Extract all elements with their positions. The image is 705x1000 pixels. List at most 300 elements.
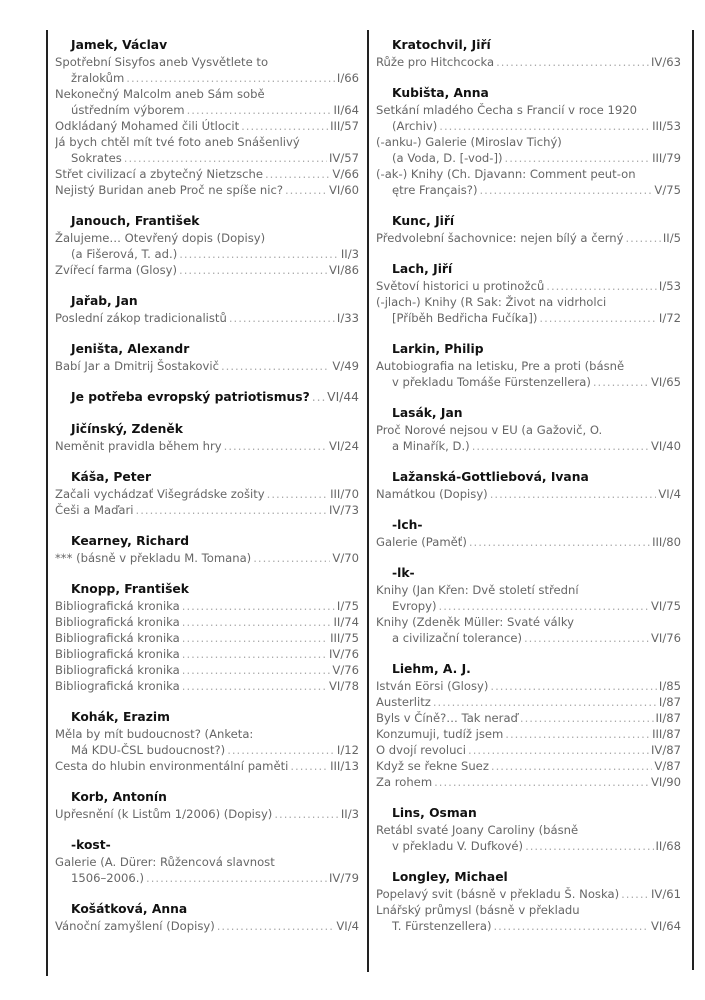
entry-title: v překladu V. Dufkové) xyxy=(392,839,524,853)
page-reference: V/49 xyxy=(332,359,359,373)
entry-title: O dvojí revoluci xyxy=(376,743,467,757)
index-entry xyxy=(376,822,681,854)
entry-line xyxy=(55,550,359,566)
entry-line xyxy=(376,614,681,630)
entry-title: Bibliografická kronika xyxy=(55,615,180,629)
dot-leader xyxy=(136,502,327,518)
author-name: Knopp, František xyxy=(71,582,189,596)
dot-leader xyxy=(621,886,649,902)
index-entry xyxy=(55,550,359,566)
page-reference: II/3 xyxy=(340,247,359,261)
dot-leader xyxy=(179,262,327,278)
author-name: Korb, Antonín xyxy=(71,790,167,804)
page-reference: I/12 xyxy=(336,743,359,757)
page-reference: II/68 xyxy=(655,839,681,853)
index-entry xyxy=(376,726,681,742)
author-heading xyxy=(376,341,681,358)
dot-leader xyxy=(182,630,328,646)
entry-title: [Příběh Bedřicha Fučíka]) xyxy=(392,311,538,325)
author-name: Kunc, Jiří xyxy=(392,214,455,228)
entry-line xyxy=(55,134,359,150)
entry-title: Za rohem xyxy=(376,775,433,789)
entry-title: Proč Norové nejsou v EU (a Gažovič, O. xyxy=(376,423,603,437)
index-entry xyxy=(55,358,359,374)
page-reference: VI/40 xyxy=(650,439,681,453)
entry-line xyxy=(55,742,359,758)
index-section xyxy=(376,261,681,326)
entry-title: Retábl svaté Joany Caroliny (básně xyxy=(376,823,579,837)
dot-leader xyxy=(439,118,650,134)
entry-title: Evropy) xyxy=(392,599,437,613)
page-reference: IV/87 xyxy=(650,743,681,757)
dot-leader xyxy=(182,646,327,662)
entry-title: Knihy (Jan Křen: Dvě století střední xyxy=(376,583,579,597)
right-column-rule xyxy=(692,30,694,970)
dot-leader xyxy=(490,486,657,502)
entry-line xyxy=(55,502,359,518)
author-name: Je potřeba evropský patriotismus? xyxy=(71,390,310,404)
index-entry xyxy=(376,678,681,694)
page-reference: VI/86 xyxy=(328,263,359,277)
entry-line xyxy=(376,54,681,70)
entry-line xyxy=(55,758,359,774)
left-column-rule xyxy=(46,30,48,976)
index-section xyxy=(55,293,359,326)
page-reference: VI/24 xyxy=(328,439,359,453)
author-name: Jeništa, Alexandr xyxy=(71,342,190,356)
index-entry xyxy=(55,502,359,518)
author-heading xyxy=(376,85,681,102)
dot-leader xyxy=(182,614,332,630)
index-entry xyxy=(55,486,359,502)
page-reference: VI/4 xyxy=(336,919,359,933)
index-entry xyxy=(376,774,681,790)
dot-leader xyxy=(221,358,330,374)
entry-line xyxy=(55,70,359,86)
entry-title: Autobiografia na letisku, Pre a proti (básně xyxy=(376,359,625,373)
author-name: Longley, Michael xyxy=(392,870,508,884)
entry-line xyxy=(376,134,681,150)
entry-title: Když se řekne Suez xyxy=(376,759,489,773)
entry-line xyxy=(55,86,359,102)
index-section xyxy=(55,789,359,822)
entry-line xyxy=(376,534,681,550)
entry-title: Odkládaný Mohamed čili Útlocit xyxy=(55,119,240,133)
dot-leader xyxy=(539,310,657,326)
index-entry xyxy=(55,262,359,278)
author-heading xyxy=(55,837,359,854)
dot-leader xyxy=(472,438,649,454)
page-reference: IV/73 xyxy=(328,503,359,517)
index-entry xyxy=(55,54,359,86)
author-heading xyxy=(376,565,681,582)
author-name: Kubišta, Anna xyxy=(392,86,489,100)
index-entry xyxy=(376,710,681,726)
entry-title: (Archiv) xyxy=(392,119,438,133)
page-reference: I/53 xyxy=(658,279,681,293)
index-section xyxy=(55,533,359,566)
entry-line xyxy=(55,182,359,198)
author-heading xyxy=(55,213,359,230)
page-reference: VI/76 xyxy=(650,631,681,645)
index-entry xyxy=(55,310,359,326)
dot-leader xyxy=(496,54,649,70)
entry-title: v překladu Tomáše Fürstenzellera) xyxy=(392,375,591,389)
entry-title: Předvolební šachovnice: nejen bílý a černý xyxy=(376,231,624,245)
dot-leader xyxy=(490,678,657,694)
page-reference: V/76 xyxy=(332,663,359,677)
entry-line xyxy=(55,54,359,70)
author-heading xyxy=(376,37,681,54)
entry-line xyxy=(376,598,681,614)
page-reference: IV/61 xyxy=(650,887,681,901)
entry-title: (-anku-) Galerie (Miroslav Tichý) xyxy=(376,135,562,149)
dot-leader xyxy=(217,918,335,934)
entry-line xyxy=(376,678,681,694)
entry-title: Poslední zákop tradicionalistů xyxy=(55,311,227,325)
entry-title: Knihy (Zdeněk Müller: Svaté války xyxy=(376,615,575,629)
entry-line xyxy=(376,742,681,758)
dot-leader xyxy=(593,374,649,390)
page-reference: VI/4 xyxy=(658,487,681,501)
page-reference: I/66 xyxy=(336,71,359,85)
entry-title: Cesta do hlubin environmentální paměti xyxy=(55,759,289,773)
dot-leader xyxy=(124,150,327,166)
dot-leader xyxy=(491,758,653,774)
dot-leader xyxy=(290,758,328,774)
entry-line xyxy=(376,838,681,854)
entry-title: Galerie (Paměť) xyxy=(376,535,467,549)
index-section xyxy=(376,405,681,454)
page-reference: III/75 xyxy=(330,631,359,645)
entry-title: Popelavý svit (básně v překladu Š. Noska) xyxy=(376,887,620,901)
entry-title: Světoví historici u protinožců xyxy=(376,279,545,293)
entry-line xyxy=(376,182,681,198)
author-heading xyxy=(376,405,681,422)
entry-title: Upřesnění (k Listům 1/2006) (Dopisy) xyxy=(55,807,273,821)
entry-title: Byls v Číně?… Tak neraď xyxy=(376,711,518,725)
page-reference: V/87 xyxy=(654,759,681,773)
index-entry xyxy=(55,758,359,774)
entry-line xyxy=(55,854,359,870)
entry-title: Lnářský průmysl (básně v překladu xyxy=(376,903,580,917)
dot-leader xyxy=(433,694,657,710)
dot-leader xyxy=(274,806,339,822)
index-entry xyxy=(376,54,681,70)
entry-line xyxy=(376,582,681,598)
index-section xyxy=(376,37,681,70)
index-entry xyxy=(376,486,681,502)
author-heading xyxy=(55,581,359,598)
index-column-left xyxy=(55,37,359,949)
index-entry xyxy=(376,614,681,646)
page-reference: II/3 xyxy=(340,807,359,821)
dot-leader xyxy=(525,838,653,854)
dot-leader xyxy=(126,70,335,86)
author-name: Janouch, František xyxy=(71,214,200,228)
author-name: Lins, Osman xyxy=(392,806,477,820)
entry-title: Začali vychádzať Višegrádske zošity xyxy=(55,487,265,501)
index-entry xyxy=(55,230,359,262)
index-entry xyxy=(55,118,359,134)
page-reference: I/75 xyxy=(336,599,359,613)
author-heading xyxy=(55,293,359,310)
index-entry xyxy=(376,166,681,198)
author-name: Lažanská-Gottliebová, Ivana xyxy=(392,470,589,484)
author-heading xyxy=(376,869,681,886)
dot-leader xyxy=(253,550,330,566)
index-entry xyxy=(55,678,359,694)
author-name: Kohák, Erazim xyxy=(71,710,170,724)
index-entry xyxy=(55,806,359,822)
index-entry xyxy=(376,742,681,758)
entry-title: Setkání mladého Čecha s Francií v roce 1920 xyxy=(376,103,638,117)
dot-leader xyxy=(267,486,328,502)
entry-line xyxy=(55,918,359,934)
dot-leader xyxy=(229,310,335,326)
entry-line xyxy=(55,726,359,742)
author-heading xyxy=(55,469,359,486)
entry-line xyxy=(376,278,681,294)
author-name: Jařab, Jan xyxy=(71,294,138,308)
author-name: Káša, Peter xyxy=(71,470,152,484)
dot-leader xyxy=(146,870,327,886)
index-section xyxy=(55,421,359,454)
index-entry xyxy=(55,646,359,662)
entry-line xyxy=(55,678,359,694)
author-heading xyxy=(376,261,681,278)
dot-leader xyxy=(312,389,325,406)
author-heading xyxy=(55,389,359,406)
entry-line xyxy=(55,102,359,118)
index-entry xyxy=(55,854,359,886)
index-column-right xyxy=(376,37,681,949)
page-reference: VI/75 xyxy=(650,599,681,613)
dot-leader xyxy=(493,918,649,934)
index-entry xyxy=(376,758,681,774)
index-section xyxy=(376,565,681,646)
entry-line xyxy=(376,918,681,934)
index-section xyxy=(55,389,359,406)
index-entry xyxy=(55,438,359,454)
entry-title: Galerie (A. Dürer: Růžencová slavnost xyxy=(55,855,275,869)
entry-title: Já bych chtěl mít tvé foto aneb Snášenlivý xyxy=(55,135,300,149)
entry-line xyxy=(376,774,681,790)
author-name: Kearney, Richard xyxy=(71,534,190,548)
dot-leader xyxy=(182,598,335,614)
index-entry xyxy=(55,134,359,166)
entry-line xyxy=(55,166,359,182)
dot-leader xyxy=(434,774,649,790)
entry-line xyxy=(376,294,681,310)
index-section xyxy=(55,709,359,774)
entry-line xyxy=(55,438,359,454)
entry-title: Nejistý Buridan aneb Proč ne spíše nic? xyxy=(55,183,283,197)
dot-leader xyxy=(285,182,327,198)
entry-line xyxy=(55,262,359,278)
entry-line xyxy=(55,870,359,886)
index-entry xyxy=(376,694,681,710)
entry-line xyxy=(55,630,359,646)
author-name: -kost- xyxy=(71,838,111,852)
index-section xyxy=(55,341,359,374)
entry-title: ústředním výborem xyxy=(71,103,185,117)
entry-title: Bibliografická kronika xyxy=(55,631,180,645)
entry-line xyxy=(376,310,681,326)
page-reference: V/75 xyxy=(654,183,681,197)
page-reference: IV/57 xyxy=(328,151,359,165)
dot-leader xyxy=(626,230,661,246)
entry-title: Zvířecí farma (Glosy) xyxy=(55,263,178,277)
entry-title: Bibliografická kronika xyxy=(55,679,180,693)
entry-title: Růže pro Hitchcocka xyxy=(376,55,495,69)
entry-title: Austerlitz xyxy=(376,695,431,709)
entry-title: Střet civilizací a zbytečný Nietzsche xyxy=(55,167,263,181)
entry-line xyxy=(376,118,681,134)
index-section xyxy=(55,469,359,518)
entry-line xyxy=(376,758,681,774)
index-section xyxy=(376,213,681,246)
index-entry xyxy=(376,886,681,902)
dot-leader xyxy=(524,630,649,646)
dot-leader xyxy=(227,742,335,758)
entry-line xyxy=(376,374,681,390)
dot-leader xyxy=(265,166,330,182)
index-entry xyxy=(376,582,681,614)
index-section xyxy=(55,581,359,694)
center-column-rule xyxy=(367,30,369,972)
dot-leader xyxy=(182,678,327,694)
author-name: Larkin, Philip xyxy=(392,342,484,356)
index-entry xyxy=(376,902,681,934)
page-reference: IV/76 xyxy=(328,647,359,661)
entry-title: *** (básně v překladu M. Tomana) xyxy=(55,551,252,565)
index-entry xyxy=(55,630,359,646)
index-section xyxy=(376,341,681,390)
index-section xyxy=(55,901,359,934)
index-section xyxy=(376,85,681,198)
author-heading xyxy=(55,37,359,54)
index-entry xyxy=(376,278,681,294)
entry-line xyxy=(55,118,359,134)
page-reference: VI/44 xyxy=(327,390,359,404)
entry-line xyxy=(376,150,681,166)
dot-leader xyxy=(439,598,649,614)
entry-title: (-ak-) Knihy (Ch. Djavann: Comment peut-on xyxy=(376,167,636,181)
entry-title: Češi a Maďari xyxy=(55,503,134,517)
page-reference: V/70 xyxy=(332,551,359,565)
entry-title: Měla by mít budoucnost? (Anketa: xyxy=(55,727,254,741)
page-reference: III/70 xyxy=(330,487,359,501)
entry-line xyxy=(55,598,359,614)
page-reference: VI/65 xyxy=(650,375,681,389)
dot-leader xyxy=(241,118,328,134)
page-reference: VI/64 xyxy=(650,919,681,933)
index-entry xyxy=(55,86,359,118)
page-reference: VI/78 xyxy=(328,679,359,693)
author-name: Lach, Jiří xyxy=(392,262,453,276)
entry-line xyxy=(55,614,359,630)
author-heading xyxy=(55,709,359,726)
page-reference: V/66 xyxy=(332,167,359,181)
author-heading xyxy=(55,341,359,358)
index-section xyxy=(55,37,359,198)
entry-line xyxy=(55,230,359,246)
entry-title: Konzumuji, tudíž jsem xyxy=(376,727,504,741)
entry-line xyxy=(376,694,681,710)
dot-leader xyxy=(224,438,327,454)
index-entry xyxy=(55,918,359,934)
author-name: Jičínský, Zdeněk xyxy=(71,422,183,436)
entry-line xyxy=(376,902,681,918)
author-heading xyxy=(55,421,359,438)
page-reference: I/87 xyxy=(658,695,681,709)
index-entry xyxy=(55,598,359,614)
entry-title: T. Fürstenzellera) xyxy=(392,919,492,933)
entry-line xyxy=(376,422,681,438)
author-heading xyxy=(55,789,359,806)
entry-line xyxy=(55,486,359,502)
index-entry xyxy=(376,102,681,134)
entry-line xyxy=(55,246,359,262)
author-name: Lasák, Jan xyxy=(392,406,463,420)
page-reference: II/87 xyxy=(655,711,681,725)
author-name: Košátková, Anna xyxy=(71,902,188,916)
entry-title: Babí Jar a Dmitrij Šostakovič xyxy=(55,359,219,373)
page-reference: VI/90 xyxy=(650,775,681,789)
entry-title: žralokům xyxy=(71,71,125,85)
entry-title: 1506–2006.) xyxy=(71,871,145,885)
page-reference: III/53 xyxy=(652,119,681,133)
entry-title: a Minařík, D.) xyxy=(392,439,470,453)
author-name: Liehm, A. J. xyxy=(392,662,471,676)
author-heading xyxy=(376,517,681,534)
entry-line xyxy=(55,310,359,326)
page-reference: III/79 xyxy=(652,151,681,165)
entry-title: Vánoční zamyšlení (Dopisy) xyxy=(55,919,215,933)
entry-title: Namátkou (Dopisy) xyxy=(376,487,488,501)
entry-line xyxy=(376,438,681,454)
entry-line xyxy=(376,166,681,182)
page-reference: I/72 xyxy=(658,311,681,325)
entry-title: (a Voda, D. [-vod-]) xyxy=(392,151,503,165)
index-entry xyxy=(376,422,681,454)
entry-line xyxy=(55,646,359,662)
author-heading xyxy=(376,805,681,822)
page-reference: IV/63 xyxy=(650,55,681,69)
entry-title: (-jlach-) Knihy (R Sak: Život na vidrholci xyxy=(376,295,607,309)
entry-title: István Eörsi (Glosy) xyxy=(376,679,489,693)
dot-leader xyxy=(179,246,339,262)
entry-title: Neměnit pravidla během hry xyxy=(55,439,222,453)
page-reference: II/5 xyxy=(662,231,681,245)
author-name: Kratochvil, Jiří xyxy=(392,38,491,52)
author-name: -lch- xyxy=(392,518,423,532)
entry-title: Má KDU-ČSL budoucnost?) xyxy=(71,743,226,757)
index-entry xyxy=(376,534,681,550)
page-reference: I/33 xyxy=(336,311,359,325)
author-name: Jamek, Václav xyxy=(71,38,168,52)
entry-line xyxy=(376,726,681,742)
entry-line xyxy=(376,630,681,646)
index-entry xyxy=(376,230,681,246)
entry-line xyxy=(55,662,359,678)
index-section xyxy=(55,837,359,886)
index-entry xyxy=(55,166,359,182)
entry-title: Sokrates xyxy=(71,151,122,165)
entry-line xyxy=(376,822,681,838)
page-reference: III/57 xyxy=(330,119,359,133)
